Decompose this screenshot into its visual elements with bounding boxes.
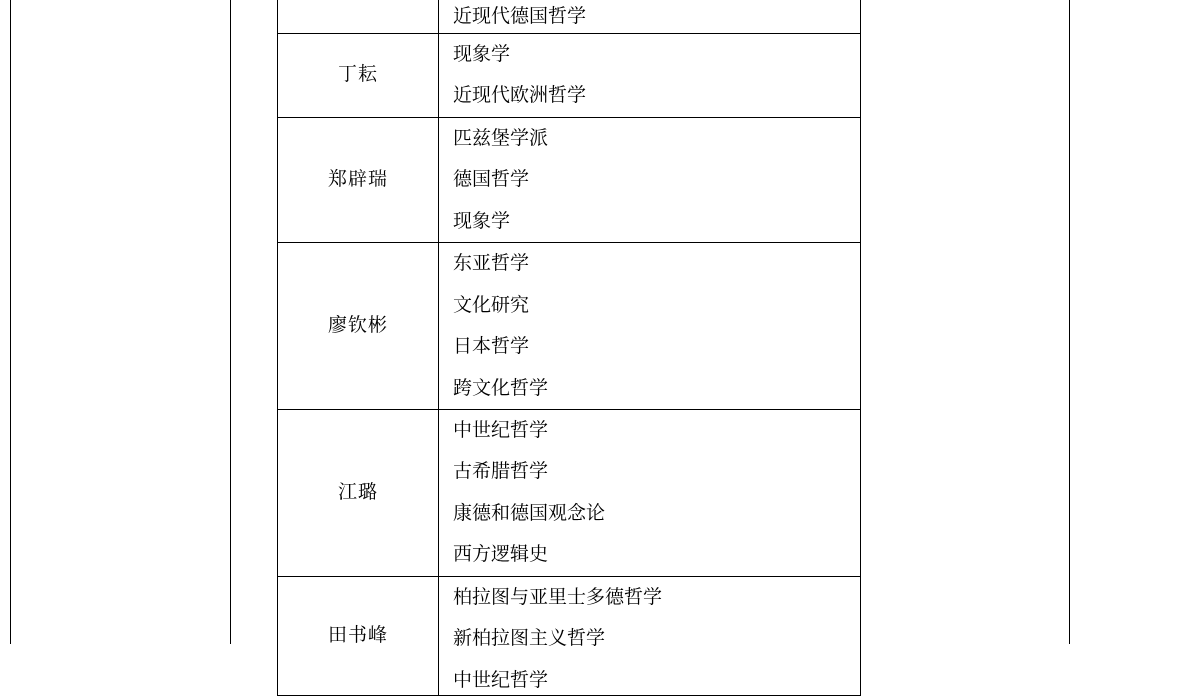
research-topics-cell: [439, 243, 861, 410]
table-row: [278, 576, 861, 695]
table-body: [278, 0, 861, 696]
research-topics-cell: [439, 34, 861, 118]
research-topic: 现象学: [453, 210, 511, 232]
research-topic: 东亚哲学: [453, 253, 530, 275]
research-topic: 康德和德国观念论: [453, 502, 606, 524]
research-topic: 中世纪哲学: [453, 669, 549, 691]
research-topics-cell: [439, 576, 861, 695]
faculty-research-table: [277, 0, 861, 696]
research-topic: 新柏拉图主义哲学: [453, 628, 606, 650]
research-topic: 古希腊哲学: [453, 461, 549, 483]
faculty-name-cell: 廖钦彬: [278, 243, 439, 410]
research-topic: 近现代德国哲学: [453, 6, 587, 27]
table-row: [278, 0, 861, 34]
research-topic: 日本哲学: [453, 336, 530, 358]
faculty-name-cell: 丁耘: [278, 34, 439, 118]
research-topic: 匹兹堡学派: [453, 127, 549, 149]
table-column-rule-1: [230, 0, 231, 644]
research-topic: 西方逻辑史: [453, 544, 549, 566]
research-topic: 跨文化哲学: [453, 377, 549, 399]
table-row: [278, 117, 861, 242]
research-topics-cell: [439, 0, 861, 34]
research-topics-cell: [439, 117, 861, 242]
faculty-name-cell: 江璐: [278, 409, 439, 576]
table-row: [278, 243, 861, 410]
research-topic: 柏拉图与亚里士多德哲学: [453, 586, 663, 608]
research-topic: 现象学: [453, 44, 511, 65]
research-topic: 中世纪哲学: [453, 419, 549, 441]
faculty-name-cell: 田书峰: [278, 576, 439, 695]
research-topic: 近现代欧洲哲学: [453, 85, 587, 107]
faculty-name-cell: 郑辟瑞: [278, 117, 439, 242]
table-row: [278, 409, 861, 576]
faculty-name-cell: [278, 0, 439, 34]
research-topics-cell: [439, 409, 861, 576]
research-topic: 德国哲学: [453, 169, 530, 191]
table-row: [278, 34, 861, 118]
research-topic: 文化研究: [453, 294, 530, 316]
